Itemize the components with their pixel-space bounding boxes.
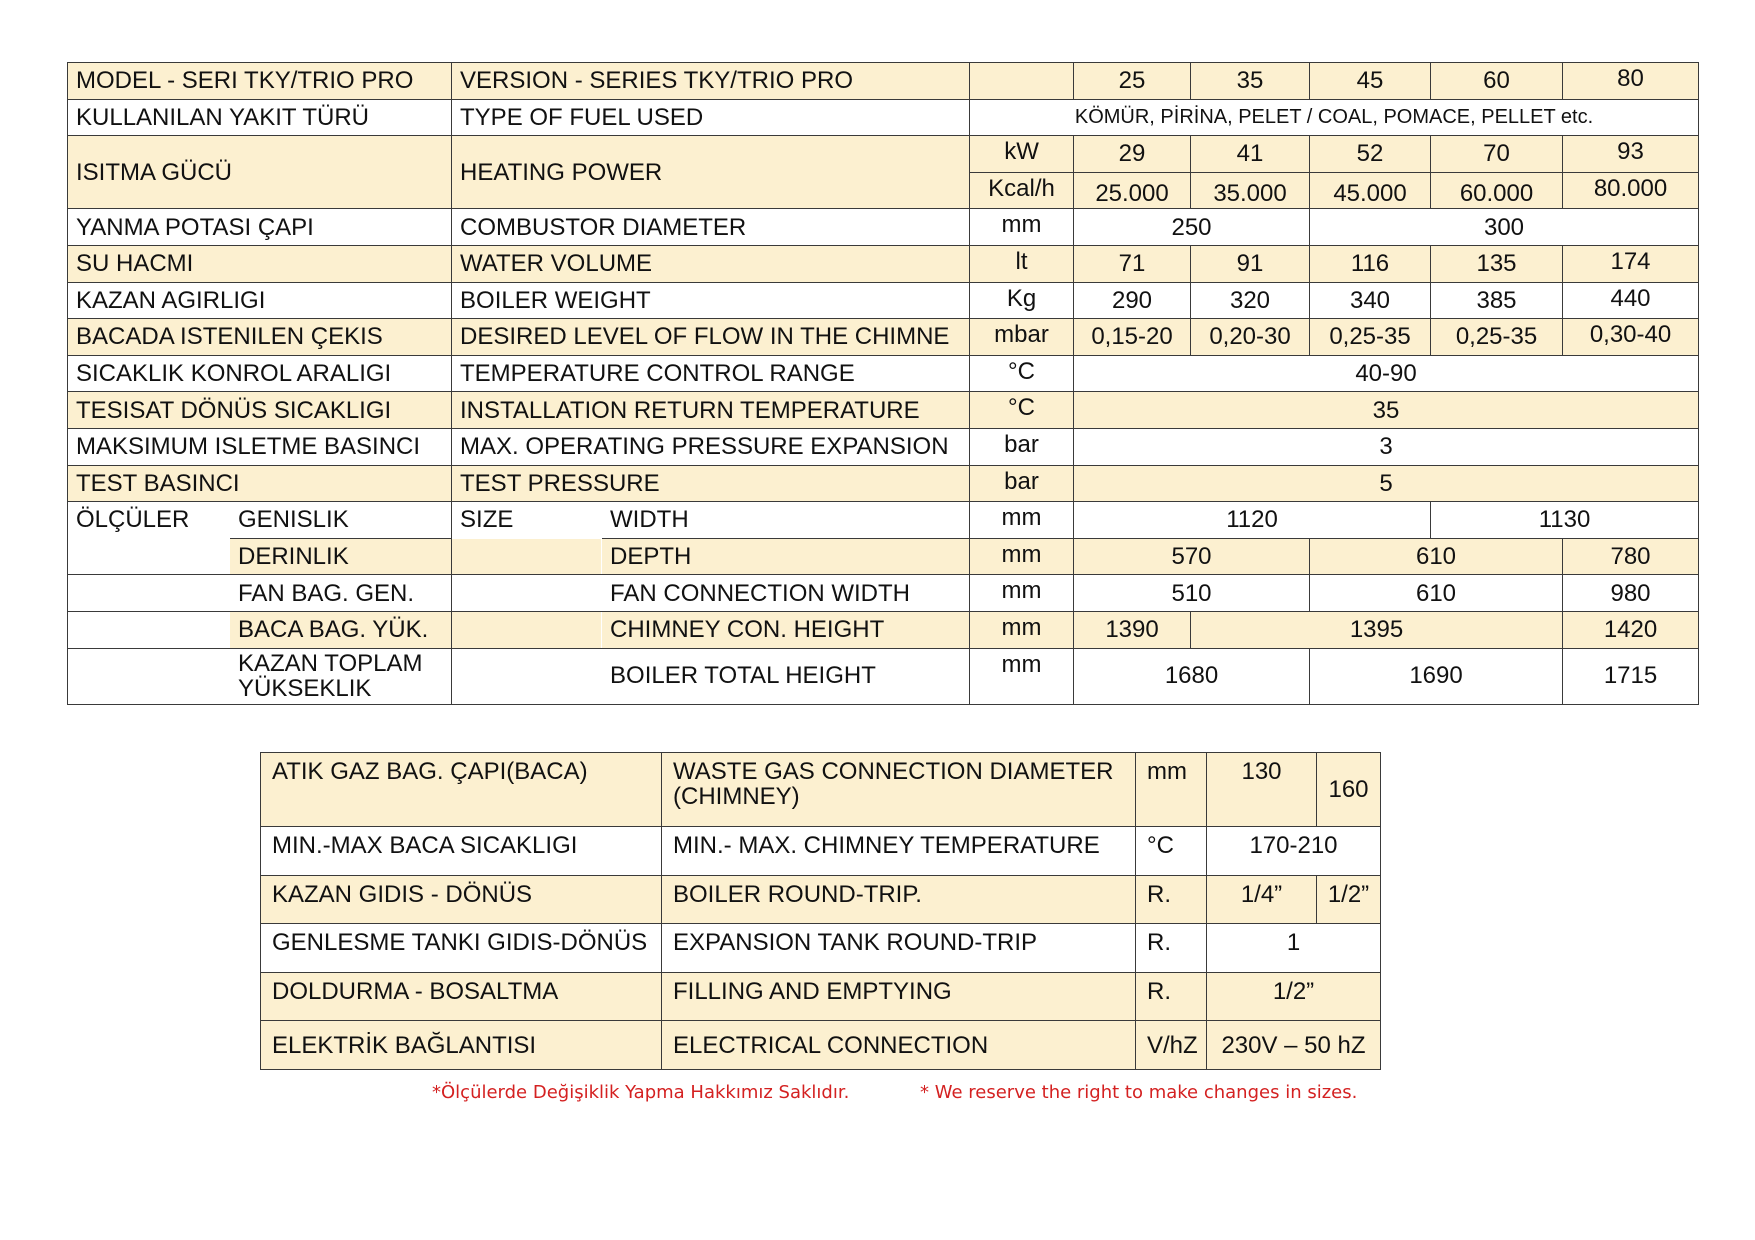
weight-row [68, 282, 1699, 319]
width-row [68, 502, 1699, 539]
chimney-temp-label-en: MIN.- MAX. CHIMNEY TEMPERATURE [662, 827, 1136, 876]
expansion-tank-label-tr: GENLESME TANKI GIDIS-DÖNÜS [261, 924, 662, 973]
filling-label-tr: DOLDURMA - BOSALTMA [261, 972, 662, 1021]
kw-value: 41 [1191, 136, 1310, 173]
waste-gas-label-tr: ATIK GAZ BAG. ÇAPI(BACA) [261, 753, 662, 827]
waste-gas-unit: mm [1136, 753, 1207, 827]
depth-label-en: DEPTH [602, 538, 970, 575]
boiler-round-trip-label-en: BOILER ROUND-TRIP. [662, 875, 1136, 924]
water-value: 174 [1563, 245, 1699, 282]
unit-cell [970, 63, 1074, 100]
filling-label-en: FILLING AND EMPTYING [662, 972, 1136, 1021]
expansion-tank-row [261, 924, 1381, 973]
total-height-label-tr-line2: YÜKSEKLIK [238, 675, 372, 702]
model-60: 60 [1431, 63, 1563, 100]
electrical-unit: V/hZ [1136, 1021, 1207, 1070]
kcal-value: 80.000 [1563, 172, 1699, 209]
fan-row [68, 575, 1699, 612]
kcal-value: 60.000 [1431, 172, 1563, 209]
dims-label-en: SIZE [452, 502, 602, 539]
test-pressure-label-en: TEST PRESSURE [452, 465, 970, 502]
dims-label-tr: ÖLÇÜLER [68, 502, 230, 539]
combustor-label-en: COMBUSTOR DIAMETER [452, 209, 970, 246]
flow-value: 0,25-35 [1431, 319, 1563, 356]
boiler-round-trip-unit: R. [1136, 875, 1207, 924]
fan-unit: mm [970, 575, 1074, 612]
flow-value: 0,20-30 [1191, 319, 1310, 356]
dims-blank [452, 611, 602, 648]
return-temp-value: 35 [1074, 392, 1699, 429]
weight-value: 320 [1191, 282, 1310, 319]
combustor-unit: mm [970, 209, 1074, 246]
dims-blank [68, 611, 230, 648]
expansion-tank-unit: R. [1136, 924, 1207, 973]
model-45: 45 [1310, 63, 1431, 100]
water-label-tr: SU HACMI [68, 245, 452, 282]
model-25: 25 [1074, 63, 1191, 100]
weight-label-en: BOILER WEIGHT [452, 282, 970, 319]
fuel-value: KÖMÜR, PİRİNA, PELET / COAL, POMACE, PELLET etc. [970, 99, 1699, 136]
fan-label-tr: FAN BAG. GEN. [230, 575, 452, 612]
model-35: 35 [1191, 63, 1310, 100]
max-pressure-label-en: MAX. OPERATING PRESSURE EXPANSION [452, 428, 970, 465]
disclaimer-en: * We reserve the right to make changes in sizes. [920, 1082, 1358, 1103]
kcal-value: 25.000 [1074, 172, 1191, 209]
kw-value: 52 [1310, 136, 1431, 173]
total-height-label-tr [230, 648, 452, 704]
heating-label-en: HEATING POWER [452, 136, 970, 209]
model-label-en: VERSION - SERIES TKY/TRIO PRO [452, 63, 970, 100]
waste-gas-label-en: WASTE GAS CONNECTION DIAMETER (CHIMNEY) [662, 753, 1136, 827]
expansion-tank-value: 1 [1207, 924, 1381, 973]
chimney-row [68, 611, 1699, 648]
fan-label-en: FAN CONNECTION WIDTH [602, 575, 970, 612]
total-height-row [68, 648, 1699, 704]
return-temp-label-en: INSTALLATION RETURN TEMPERATURE [452, 392, 970, 429]
depth-value: 780 [1563, 538, 1699, 575]
electrical-row [261, 1021, 1381, 1070]
disclaimer-tr: *Ölçülerde Değişiklik Yapma Hakkımız Saklıdır. [432, 1082, 850, 1103]
fan-value: 610 [1310, 575, 1563, 612]
total-height-value: 1715 [1563, 648, 1699, 704]
temp-range-unit: °C [970, 355, 1074, 392]
model-label-tr: MODEL - SERI TKY/TRIO PRO [68, 63, 452, 100]
width-value: 1130 [1431, 502, 1699, 539]
model-80: 80 [1563, 63, 1699, 100]
flow-label-tr: BACADA ISTENILEN ÇEKIS [68, 319, 452, 356]
kw-value: 70 [1431, 136, 1563, 173]
combustor-value: 250 [1074, 209, 1310, 246]
total-height-value: 1690 [1310, 648, 1563, 704]
chimney-label-en: CHIMNEY CON. HEIGHT [602, 611, 970, 648]
flow-value: 0,30-40 [1563, 319, 1699, 356]
chimney-value: 1420 [1563, 611, 1699, 648]
flow-value: 0,15-20 [1074, 319, 1191, 356]
electrical-label-en: ELECTRICAL CONNECTION [662, 1021, 1136, 1070]
boiler-round-trip-value: 1/2” [1317, 875, 1381, 924]
width-unit: mm [970, 502, 1074, 539]
water-value: 116 [1310, 245, 1431, 282]
width-label-en: WIDTH [602, 502, 970, 539]
return-temp-label-tr: TESISAT DÖNÜS SICAKLIGI [68, 392, 452, 429]
weight-value: 290 [1074, 282, 1191, 319]
chimney-temp-label-tr: MIN.-MAX BACA SICAKLIGI [261, 827, 662, 876]
chimney-unit: mm [970, 611, 1074, 648]
connection-spec-table [260, 752, 1381, 1070]
kcal-value: 45.000 [1310, 172, 1431, 209]
weight-unit: Kg [970, 282, 1074, 319]
total-height-label-tr-line1: KAZAN TOPLAM [238, 649, 423, 677]
test-pressure-label-tr: TEST BASINCI [68, 465, 452, 502]
fan-value: 510 [1074, 575, 1310, 612]
boiler-spec-table [67, 62, 1699, 705]
kcal-value: 35.000 [1191, 172, 1310, 209]
kw-value: 29 [1074, 136, 1191, 173]
flow-label-en: DESIRED LEVEL OF FLOW IN THE CHIMNE [452, 319, 970, 356]
chimney-temp-value: 170-210 [1207, 827, 1381, 876]
depth-unit: mm [970, 538, 1074, 575]
heating-unit-kcal: Kcal/h [970, 172, 1074, 209]
max-pressure-value: 3 [1074, 428, 1699, 465]
depth-row [68, 538, 1699, 575]
flow-value: 0,25-35 [1310, 319, 1431, 356]
max-pressure-row [68, 428, 1699, 465]
filling-row [261, 972, 1381, 1021]
temp-range-value: 40-90 [1074, 355, 1699, 392]
filling-value: 1/2” [1207, 972, 1381, 1021]
flow-row [68, 319, 1699, 356]
weight-label-tr: KAZAN AGIRLIGI [68, 282, 452, 319]
chimney-temp-unit: °C [1136, 827, 1207, 876]
water-value: 71 [1074, 245, 1191, 282]
combustor-value: 300 [1310, 209, 1699, 246]
total-height-label-en: BOILER TOTAL HEIGHT [602, 648, 970, 704]
fuel-label-tr: KULLANILAN YAKIT TÜRÜ [68, 99, 452, 136]
fuel-label-en: TYPE OF FUEL USED [452, 99, 970, 136]
max-pressure-unit: bar [970, 428, 1074, 465]
combustor-row [68, 209, 1699, 246]
electrical-label-tr: ELEKTRİK BAĞLANTISI [261, 1021, 662, 1070]
kw-value: 93 [1563, 136, 1699, 173]
dims-blank [452, 648, 602, 704]
chimney-value: 1395 [1191, 611, 1563, 648]
flow-unit: mbar [970, 319, 1074, 356]
water-row [68, 245, 1699, 282]
expansion-tank-label-en: EXPANSION TANK ROUND-TRIP [662, 924, 1136, 973]
combustor-label-tr: YANMA POTASI ÇAPI [68, 209, 452, 246]
water-value: 91 [1191, 245, 1310, 282]
weight-value: 340 [1310, 282, 1431, 319]
chimney-temp-row [261, 827, 1381, 876]
dims-blank [68, 648, 230, 704]
width-value: 1120 [1074, 502, 1431, 539]
return-temp-unit: °C [970, 392, 1074, 429]
water-label-en: WATER VOLUME [452, 245, 970, 282]
temp-range-label-tr: SICAKLIK KONROL ARALIGI [68, 355, 452, 392]
water-value: 135 [1431, 245, 1563, 282]
electrical-value: 230V – 50 hZ [1207, 1021, 1381, 1070]
chimney-label-tr: BACA BAG. YÜK. [230, 611, 452, 648]
boiler-round-trip-label-tr: KAZAN GIDIS - DÖNÜS [261, 875, 662, 924]
fuel-row [68, 99, 1699, 136]
total-height-value: 1680 [1074, 648, 1310, 704]
total-height-unit: mm [970, 648, 1074, 704]
waste-gas-row [261, 753, 1381, 827]
test-pressure-unit: bar [970, 465, 1074, 502]
heating-kw-row [68, 136, 1699, 173]
fan-value: 980 [1563, 575, 1699, 612]
dims-blank [68, 575, 230, 612]
max-pressure-label-tr: MAKSIMUM ISLETME BASINCI [68, 428, 452, 465]
test-pressure-row [68, 465, 1699, 502]
heating-label-tr: ISITMA GÜCÜ [68, 136, 452, 209]
dims-blank [68, 538, 230, 575]
depth-label-tr: DERINLIK [230, 538, 452, 575]
water-unit: lt [970, 245, 1074, 282]
model-row [68, 63, 1699, 100]
boiler-round-trip-value: 1/4” [1207, 875, 1317, 924]
chimney-value: 1390 [1074, 611, 1191, 648]
weight-value: 385 [1431, 282, 1563, 319]
weight-value: 440 [1563, 282, 1699, 319]
temp-range-row [68, 355, 1699, 392]
dims-blank [452, 538, 602, 575]
dims-blank [452, 575, 602, 612]
boiler-round-trip-row [261, 875, 1381, 924]
waste-gas-value: 130 [1207, 753, 1317, 827]
test-pressure-value: 5 [1074, 465, 1699, 502]
temp-range-label-en: TEMPERATURE CONTROL RANGE [452, 355, 970, 392]
depth-value: 570 [1074, 538, 1310, 575]
heating-unit-kw: kW [970, 136, 1074, 173]
filling-unit: R. [1136, 972, 1207, 1021]
return-temp-row [68, 392, 1699, 429]
width-label-tr: GENISLIK [230, 502, 452, 539]
depth-value: 610 [1310, 538, 1563, 575]
waste-gas-value: 160 [1317, 753, 1381, 827]
